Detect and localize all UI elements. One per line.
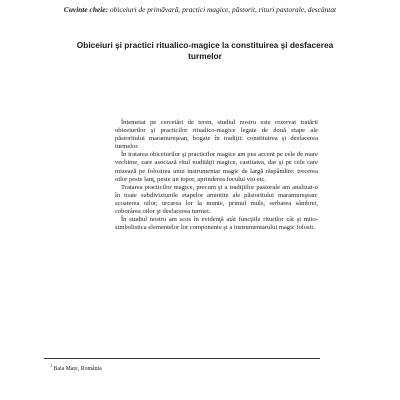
- keywords-line: [0, 5, 400, 14]
- abstract-paragraph: Întemeiat pe cercetări de teren, studiul nostru este rezervat tratării obiceiurilor şi practicilor ritualico-magice legate de două etape ale păstoritului maramureşean, bogate în tradiţii: constituirea şi desfacerea turmelor.: [115, 119, 318, 151]
- abstract-paragraph: În tratarea obiceiurilor şi practicilor magice am pus accent pe cele de mare vechime, care asociază ritul nudităţii magice, castitatea, dar şi pe cele care mizează pe folosirea unui instrumentar magic de largă răspândire: trecerea oilor peste lanţ, peste un topor, aprinderea focului viu etc.: [115, 151, 318, 183]
- footnote-mark: 1: [50, 363, 53, 369]
- footnote: [50, 363, 102, 373]
- footnote-divider: [44, 358, 320, 359]
- keywords-label: Cuvinte cheie:: [63, 5, 109, 14]
- article-title: Obiceiuri şi practici ritualico-magice la constituirea şi desfacerea turmelor: [76, 40, 334, 61]
- abstract-paragraph: Tratarea practicilor magice, precum şi a tradiţiilor pastorale am analizat-o în toate subdiviziunile etapelor amintite ale păstoritului maramureşean: scoaterea oilor, urcarea lor la munte, primul muls, serbarea sâmbrei, coborârea oilor şi desfacerea turmei.: [115, 183, 318, 216]
- keywords-values: obiceiuri de primăvară, practici magice, păstorit, rituri pastorale, descântat: [108, 5, 337, 14]
- footnote-text: Baia Mare, România: [52, 366, 102, 372]
- abstract: [115, 119, 318, 232]
- abstract-paragraph: În studiul nostru am scos în evidenţă atât funcţiile riturilor cât şi mito-simbolistica elementelor lor componente şi a instrumentarului magic folosit.: [115, 216, 318, 232]
